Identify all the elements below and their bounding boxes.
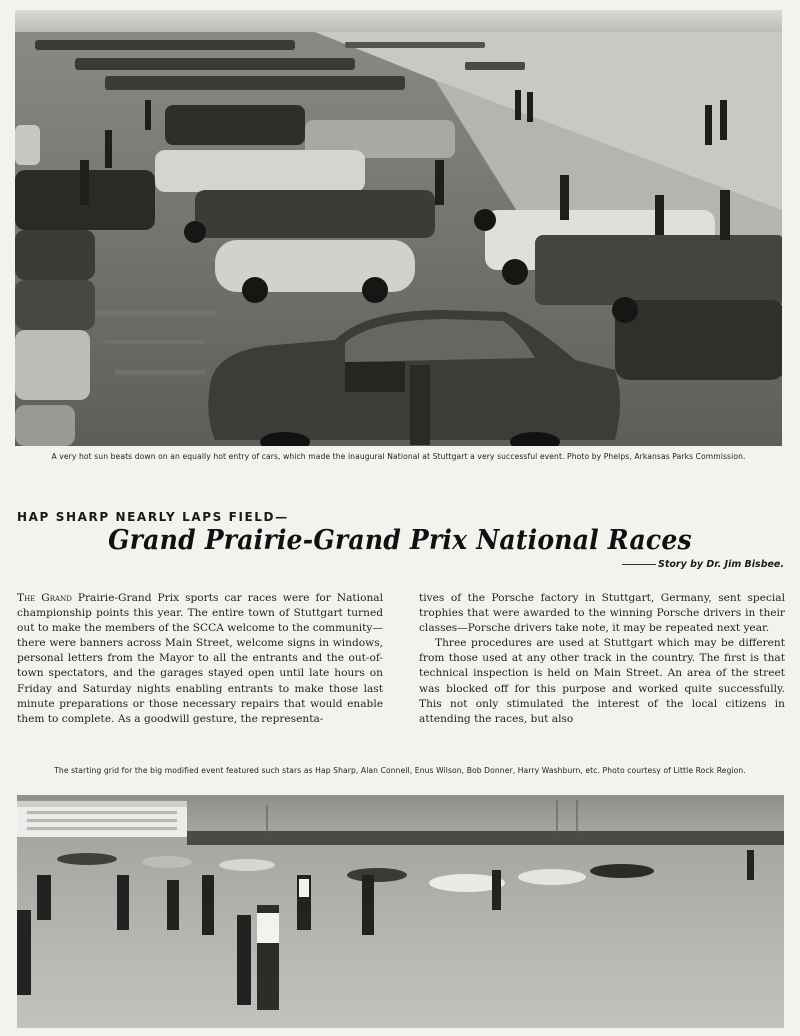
article-headline: Grand Prairie-Grand Prix National Races [108,525,692,556]
article-paragraph [17,591,383,727]
article-column-left [17,591,383,727]
byline-text: Story by Dr. Jim Bisbee. [658,559,784,570]
starting-grid-photo [17,795,784,1028]
photo-caption-bottom: The starting grid for the big modified event featured such stars as Hap Sharp, Alan Connell, Enus Wilson, Bob Donner, Harry Washburn, etc. Photo courtesy of Little Rock Region. [54,766,746,775]
paddock-photo [15,10,782,446]
article-paragraph: Three procedures are used at Stuttgart which may be different from those used at any other track in the country. The first is that technical inspection is held on Main Street. An area of the street was blocked off for this purpose and worked quite successfully. This not only stimulated the interest of the local citizens in attending the races, but also [419,637,785,725]
article-kicker: HAP SHARP NEARLY LAPS FIELD— [17,510,289,524]
article-column-right [419,591,785,727]
article-paragraph: tives of the Porsche factory in Stuttgart, Germany, sent special trophies that were awarded to the winning Porsche drivers in their classes—Porsche drivers take note, it may be repeated next year. [419,592,785,635]
article-byline [622,559,784,570]
byline-rule [622,564,656,565]
article-text: Prairie-Grand Prix sports car races were for National championship points this year. The entire town of Stuttgart turned out to make the members of the SCCA welcome to the community—there were banners across Main Street, welcome signs in windows, personal letters from the Mayor to all the entrants and the out-of-town spectators, and the garages stayed open until late hours on Friday and Saturday nights enabling entrants to make those last minute preparations or those necessary repairs that would enable them to complete. As a goodwill gesture, the representa- [17,592,383,725]
lead-in-small-caps: The Grand [17,592,72,604]
photo-caption-top: A very hot sun beats down on an equally hot entry of cars, which made the inaugural National at Stuttgart a very successful event. Photo by Phelps, Arkansas Parks Commission. [51,452,746,461]
